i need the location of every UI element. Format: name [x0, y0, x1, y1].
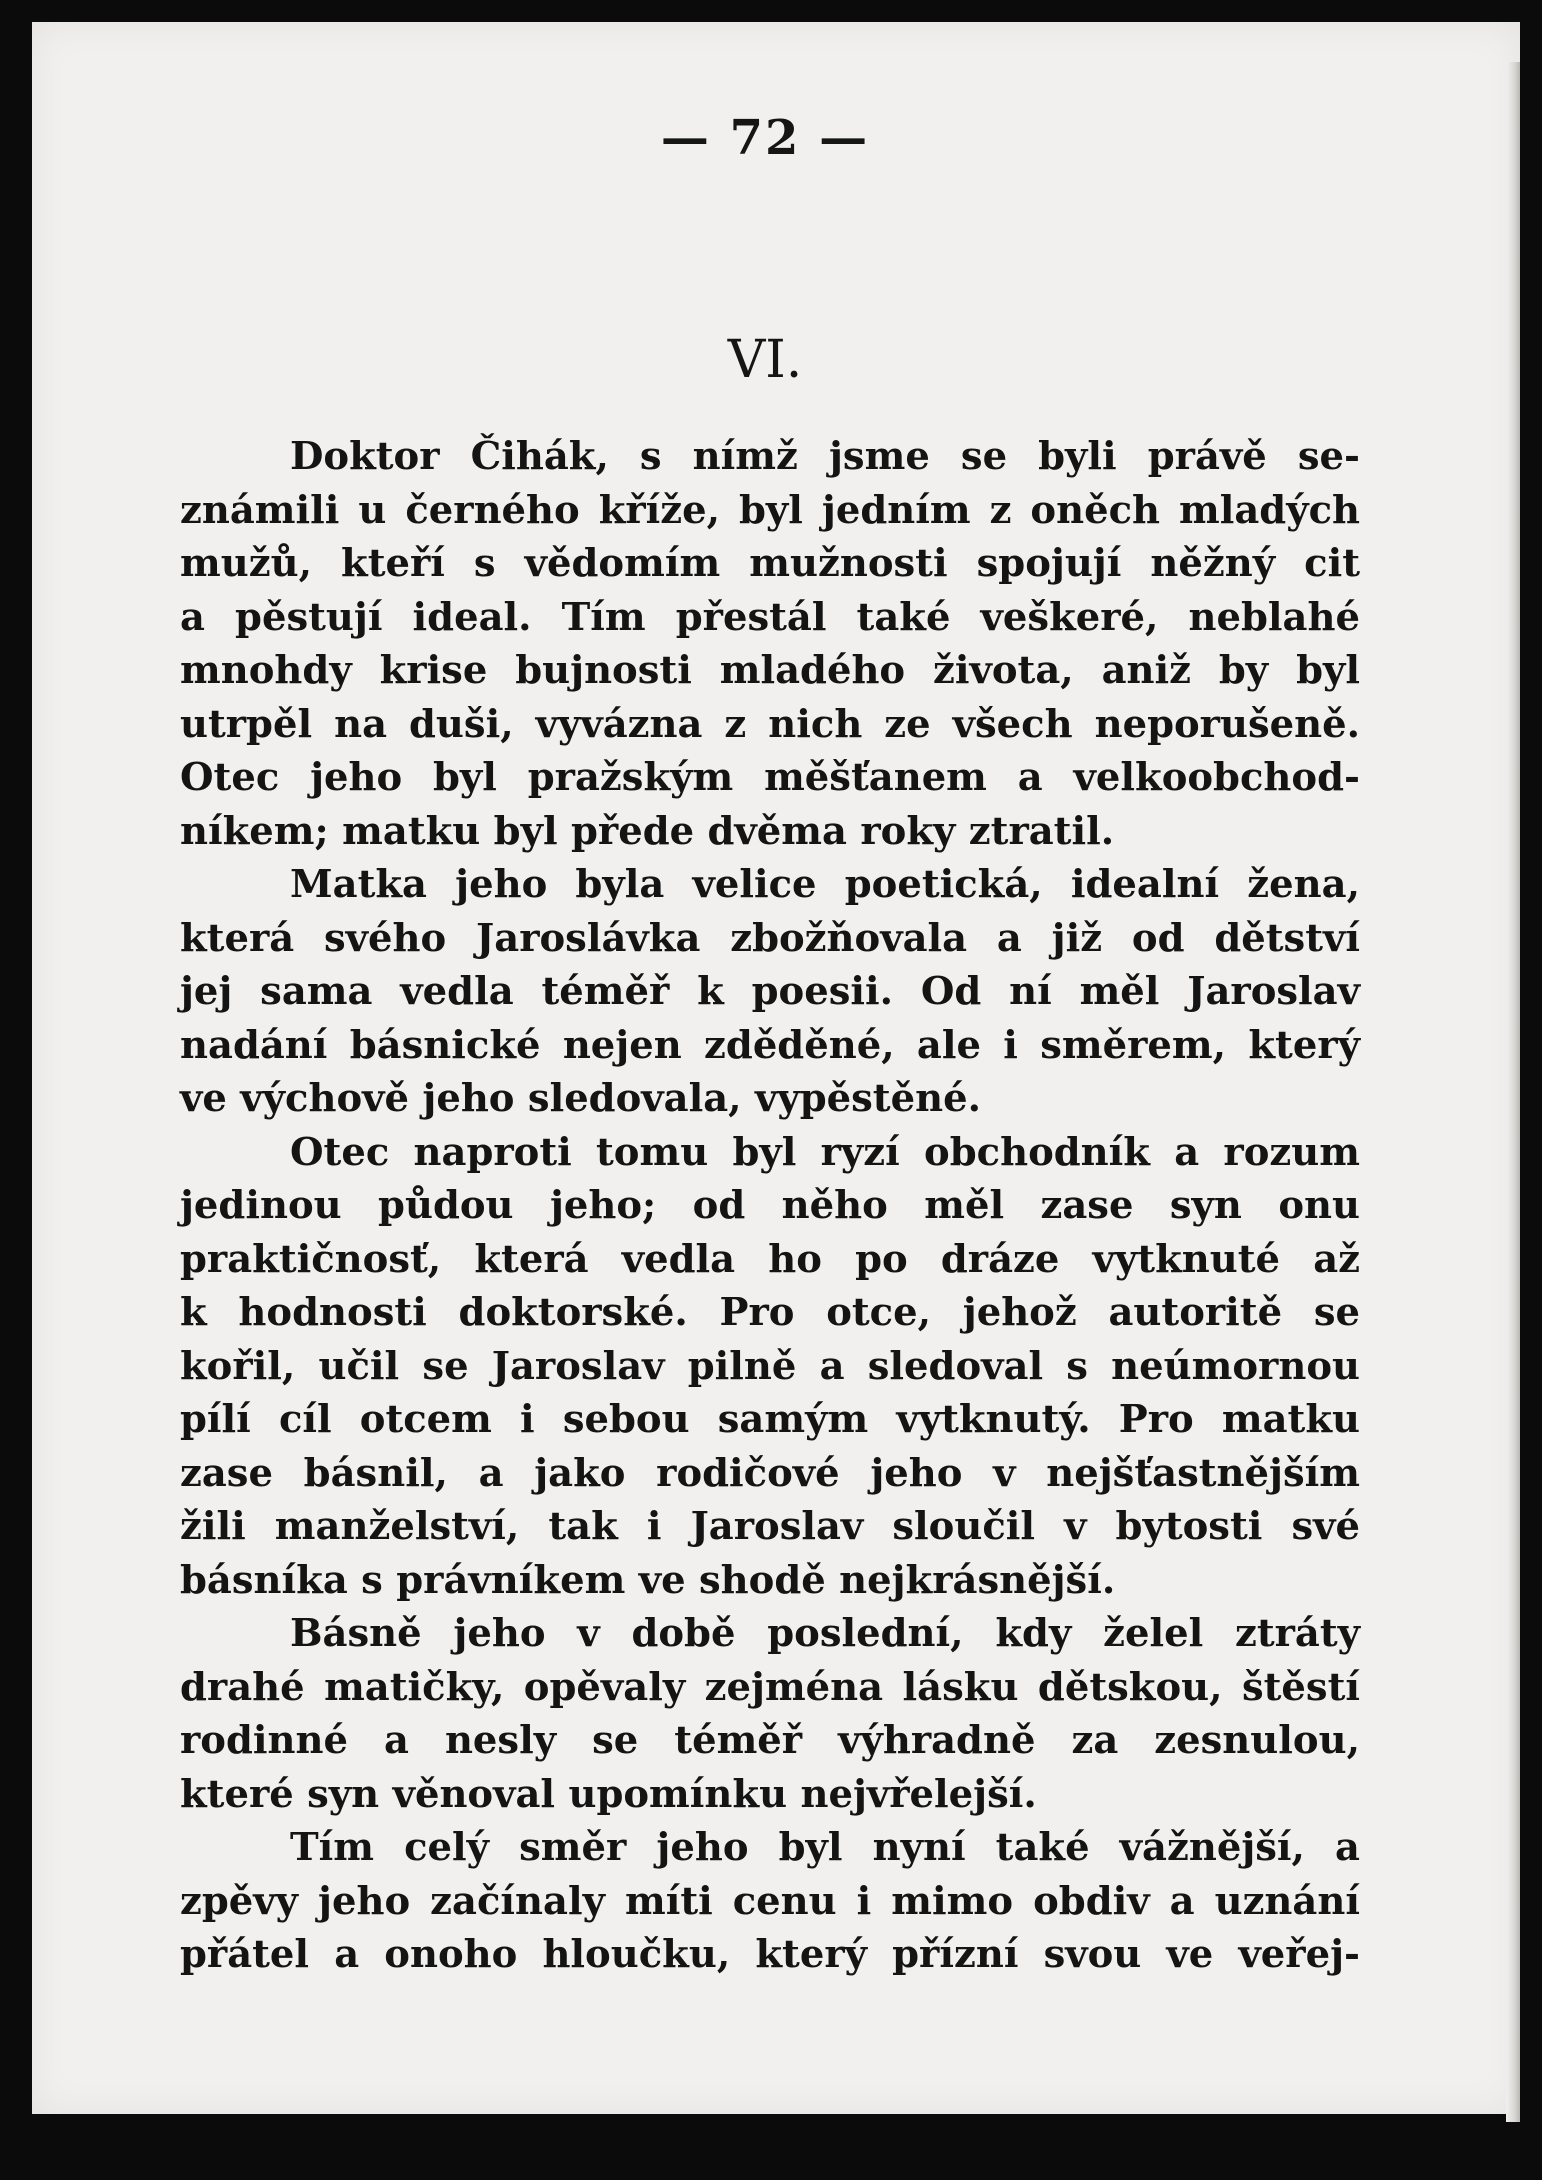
text-line: které syn věnoval upomínku nejvřelejší.: [180, 1771, 1037, 1817]
text-line: básníka s právníkem ve shodě nejkrásnější.: [180, 1557, 1116, 1603]
text-line: drahé matičky, opěvaly zejména lásku dětskou, štěstí: [180, 1664, 1360, 1710]
text-line: nadání básnické nejen zděděné, ale i směrem, který: [180, 1022, 1360, 1068]
text-line: jej sama vedla téměř k poesii. Od ní měl Jaroslav: [180, 969, 1360, 1014]
text-line: mužů, kteří s vědomím mužnosti spojují něžný cit: [180, 541, 1360, 586]
text-line: mnohdy krise bujnosti mladého života, aniž by byl: [180, 648, 1360, 693]
text-line: níkem; matku byl přede dvěma roky ztratil.: [180, 808, 1115, 854]
page-number: — 72 —: [660, 110, 870, 166]
text-line: utrpěl na duši, vyvázna z nich ze všech neporušeně.: [180, 701, 1360, 747]
text-line: a pěstují ideal. Tím přestál také veškeré, neblahé: [180, 594, 1360, 640]
text-line: ve výchově jeho sledovala, vypěstěné.: [180, 1076, 981, 1121]
text-line: zase básnil, a jako rodičové jeho v nejšťastnějším: [180, 1450, 1360, 1496]
chapter-heading: VI.: [727, 330, 803, 390]
text-line: jedinou půdou jeho; od něho měl zase syn onu: [180, 1183, 1360, 1228]
text-line: známili u černého kříže, byl jedním z oněch mladých: [180, 487, 1360, 533]
text-line: Otec naproti tomu byl ryzí obchodník a rozum: [290, 1129, 1360, 1175]
paragraph-1: [180, 430, 1360, 858]
text-line: Matka jeho byla velice poetická, idealní žena,: [290, 862, 1360, 907]
paragraph-4: [180, 1607, 1360, 1821]
text-line: Doktor Čihák, s nímž jsme se byli právě se-: [290, 434, 1360, 479]
paragraph-2: [180, 858, 1360, 1126]
text-line: žili manželství, tak i Jaroslav sloučil v bytosti své: [180, 1504, 1360, 1549]
text-line: rodinné a nesly se téměř výhradně za zesnulou,: [180, 1718, 1360, 1763]
text-line: praktičnosť, která vedla ho po dráze vytknuté až: [180, 1236, 1360, 1282]
text-line: přátel a onoho hloučku, který přízní svou ve veřej-: [180, 1932, 1360, 1977]
text-line: k hodnosti doktorské. Pro otce, jehož autoritě se: [180, 1290, 1360, 1335]
text-line: Básně jeho v době poslední, kdy želel ztráty: [290, 1611, 1360, 1656]
text-line: kořil, učil se Jaroslav pilně a sledoval s neúmornou: [180, 1343, 1360, 1389]
paragraph-3: [180, 1126, 1360, 1608]
text-line: která svého Jaroslávka zbožňovala a již od dětství: [180, 915, 1360, 961]
body-text: [180, 430, 1360, 1982]
text-line: pílí cíl otcem i sebou samým vytknutý. Pro matku: [180, 1397, 1360, 1442]
paragraph-5: [180, 1821, 1360, 1982]
text-line: Otec jeho byl pražským měšťanem a velkoobchod-: [180, 755, 1360, 800]
text-line: Tím celý směr jeho byl nyní také vážnější, a: [290, 1825, 1360, 1870]
text-line: zpěvy jeho začínaly míti cenu i mimo obdiv a uznání: [180, 1878, 1360, 1924]
